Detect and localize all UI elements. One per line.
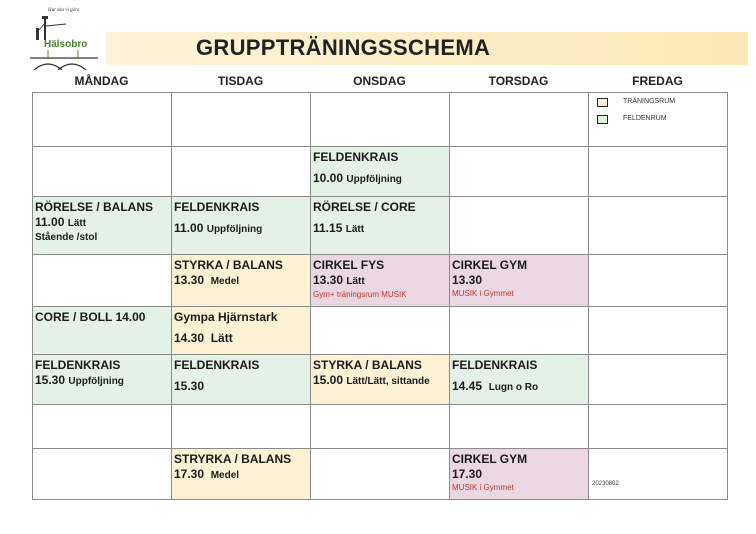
session-cell <box>172 197 311 255</box>
logo-tagline: Hur ska vi göra <box>48 8 80 13</box>
session-cell <box>450 449 589 499</box>
session-time: 15.30 <box>35 373 66 387</box>
session-time-line <box>174 221 308 237</box>
session-name: CORE / BOLL 14.00 <box>35 310 146 324</box>
session-time: 11.00 <box>35 215 65 229</box>
session-name: STYRKA / BALANS <box>174 258 283 272</box>
logo-name: Hälsobro <box>44 39 88 50</box>
session-time: 17.30 <box>452 467 483 481</box>
day-header-row <box>32 74 727 92</box>
session-time: 14.45 <box>452 379 483 393</box>
schedule-cell <box>589 197 728 255</box>
session-note: Gym+ träningsrum MUSIK <box>313 290 407 299</box>
session-name: Gympa Hjärnstark <box>174 310 278 324</box>
schedule-cell <box>33 255 172 307</box>
session-name: RÖRELSE / CORE <box>313 200 416 214</box>
session-level: Medel <box>210 276 240 287</box>
session-time: 13.30 <box>452 273 483 287</box>
session-time: 10.00 <box>313 171 344 185</box>
session-time: 11.15 <box>313 221 343 235</box>
schedule-cell <box>311 405 450 449</box>
session-name: CIRKEL GYM <box>452 258 528 272</box>
session-name: FELDENKRAIS <box>313 150 399 164</box>
session-time: 17.30 <box>174 467 205 481</box>
schedule-cell <box>172 147 311 197</box>
day-friday: FREDAG <box>632 74 683 88</box>
session-time: 11.00 <box>174 221 204 235</box>
schedule-cell <box>172 93 311 147</box>
session-name: FELDENKRAIS <box>174 200 260 214</box>
session-cell <box>450 255 589 307</box>
day-thursday: TORSDAG <box>488 74 549 88</box>
session-name: CIRKEL GYM <box>452 452 528 466</box>
session-level: Lätt <box>210 331 233 345</box>
session-level: Uppföljning <box>68 376 124 387</box>
schedule-cell <box>33 147 172 197</box>
logo <box>28 8 100 70</box>
session-cell <box>311 355 450 405</box>
day-monday: MÅNDAG <box>74 74 129 88</box>
schedule-cell <box>450 197 589 255</box>
day-wednesday: ONSDAG <box>353 74 406 88</box>
session-cell <box>33 307 172 355</box>
legend-swatch <box>597 115 608 124</box>
session-cell <box>172 355 311 405</box>
session-level: Uppföljning <box>206 224 263 235</box>
legend-label: FELDENRUM <box>623 115 667 122</box>
session-time-line <box>174 273 308 289</box>
schedule-cell <box>589 307 728 355</box>
session-level: Uppföljning <box>346 174 402 185</box>
session-level: Lugn o Ro <box>488 382 539 393</box>
session-time: 14.30 <box>174 331 205 345</box>
session-note: MUSIK i Gymmet <box>452 289 514 298</box>
schedule-cell <box>589 255 728 307</box>
session-time: 13.30 <box>174 273 205 287</box>
legend-item-feldenrum <box>565 115 685 125</box>
legend-swatch <box>597 98 608 107</box>
schedule-cell <box>589 405 728 449</box>
session-level: Lätt <box>346 276 365 287</box>
session-cell <box>311 255 450 307</box>
legend-item-traningsrum <box>565 98 685 108</box>
session-cell <box>450 355 589 405</box>
session-cell <box>172 255 311 307</box>
session-time-line <box>452 379 586 395</box>
session-cell <box>33 197 172 255</box>
session-level: Lätt <box>67 218 87 229</box>
session-note: MUSIK i Gymmet <box>452 483 514 492</box>
session-extra: Stående /stol <box>35 232 98 243</box>
session-name: RÖRELSE / BALANS <box>35 200 154 214</box>
schedule-cell <box>589 147 728 197</box>
session-level: Lätt <box>345 224 365 235</box>
session-time: 15.00 <box>313 373 344 387</box>
page-title: GRUPPTRÄNINGSSCHEMA <box>196 35 491 60</box>
schedule-cell <box>450 147 589 197</box>
session-name: FELDENKRAIS <box>174 358 260 372</box>
schedule-cell <box>33 449 172 499</box>
schedule-cell <box>172 405 311 449</box>
session-time-line <box>35 215 169 231</box>
session-cell <box>311 147 450 197</box>
session-time-line <box>35 373 169 389</box>
schedule-cell <box>589 449 728 499</box>
session-level: Medel <box>210 470 240 481</box>
session-name: FELDENKRAIS <box>35 358 121 372</box>
schedule-cell <box>311 449 450 499</box>
session-time: 15.30 <box>174 379 205 393</box>
session-time-line <box>313 221 447 237</box>
session-name: FELDENKRAIS <box>452 358 538 372</box>
session-name: CIRKEL FYS <box>313 258 385 272</box>
session-cell <box>33 355 172 405</box>
session-cell <box>172 307 311 355</box>
schedule-cell <box>311 93 450 147</box>
schedule-grid <box>32 92 728 500</box>
version-stamp: 20230802 <box>592 481 619 487</box>
schedule-cell <box>450 405 589 449</box>
session-time-line <box>313 373 447 389</box>
schedule-cell <box>33 405 172 449</box>
schedule-cell <box>311 307 450 355</box>
session-time-line <box>174 467 308 483</box>
session-name: STRYRKA / BALANS <box>174 452 292 466</box>
session-time-line <box>174 331 308 346</box>
session-time-line <box>313 171 447 187</box>
session-cell <box>311 197 450 255</box>
session-cell <box>172 449 311 499</box>
schedule-cell <box>33 93 172 147</box>
session-name: STYRKA / BALANS <box>313 358 422 372</box>
schedule-cell <box>450 307 589 355</box>
schedule-cell <box>589 355 728 405</box>
session-time-line <box>313 273 447 289</box>
day-tuesday: TISDAG <box>217 74 264 88</box>
session-time: 13.30 <box>313 273 344 287</box>
legend-label: TRÄNINGSRUM <box>623 98 676 105</box>
session-level: Lätt/Lätt, sittande <box>346 376 430 387</box>
